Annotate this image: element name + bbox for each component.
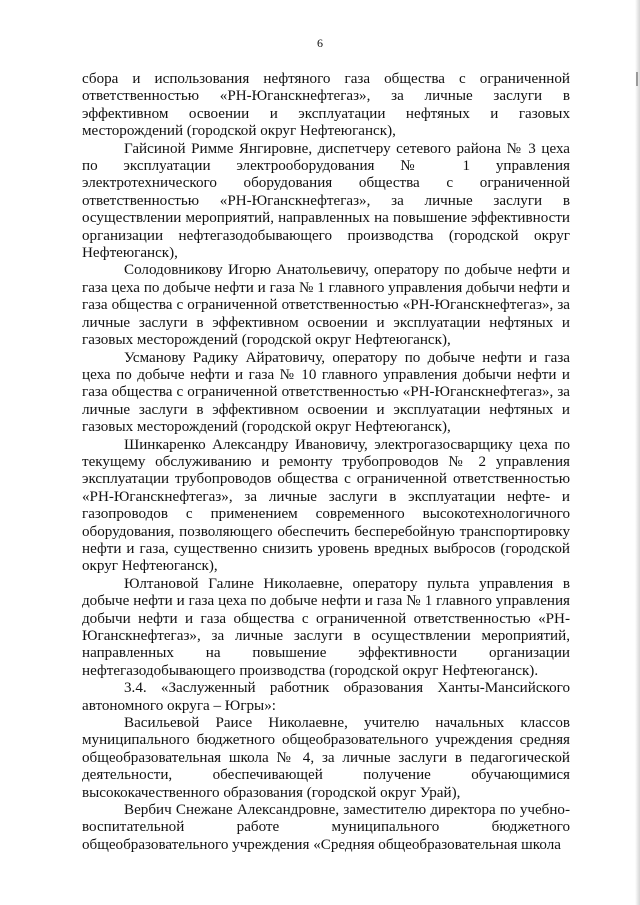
paragraph-shinkarenko: Шинкаренко Александру Ивановичу, электрогазосварщику цеха по текущему обслуживанию и ремонту трубопроводов № 2 управления эксплуатации трубопроводов общества с ограниченной ответственностью «РН-Юганскнефтегаз», за личные заслуги в эксплуатации нефте- и газопроводов с применением современного высокотехнологичного оборудования, позволяющего обеспечить бесперебойную транспортировку нефти и газа, существенно снизить уровень вредных выбросов (городской округ Нефтеюганск), xyxy=(82,436,570,575)
paragraph-vasilyeva: Васильевой Раисе Николаевне, учителю начальных классов муниципального бюджетного общеобразовательного учреждения средняя общеобразовательная школа № 4, за личные заслуги в педагогической деятельности, обеспечивающей получение обучающимися высококачественного образования (городской округ Урай), xyxy=(82,715,570,801)
paragraph-verbich: Вербич Снежане Александровне, заместителю директора по учебно-воспитательной работе муниципального бюджетного общеобразовательного учреждения «Средняя общеобразовательная школа xyxy=(82,802,570,853)
paragraph-continuation: сбора и использования нефтяного газа общества с ограниченной ответственностью «РН-Юганскнефтегаз», за личные заслуги в эффективном освоении и эксплуатации нефтяных и газовых месторождений (городской округ Нефтеюганск), xyxy=(82,71,570,140)
paragraph-usmanov: Усманову Радику Айратовичу, оператору по добыче нефти и газа цеха по добыче нефти и газа № 10 главного управления добычи нефти и газа общества с ограниченной ответственностью «РН-Юганскнефтегаз», за личные заслуги в эффективном освоении и эксплуатации нефтяных и газовых месторождений (городской округ Нефтеюганск), xyxy=(82,349,570,436)
document-body xyxy=(82,71,570,854)
scan-artifact xyxy=(636,72,638,86)
paragraph-gaysina: Гайсиной Римме Янгировне, диспетчеру сетевого района № 3 цеха по эксплуатации электрооборудования № 1 управления электротехнического оборудования общества с ограниченной ответственностью «РН-Юганскнефтегаз», за личные заслуги в осуществлении мероприятий, направленных на повышение эффективности организации нефтегазодобывающего производства (городской округ Нефтеюганск), xyxy=(82,140,570,262)
scan-edge-shadow xyxy=(635,0,640,905)
paragraph-yultanova: Юлтановой Галине Николаевне, оператору пульта управления в добыче нефти и газа цеха по добыче нефти и газа № 1 главного управления добычи нефти и газа общества с ограниченной ответственностью «РН-Юганскнефтегаз», за личные заслуги в осуществлении мероприятий, направленных на повышение эффективности организации нефтегазодобывающего производства (городской округ Нефтеюганск). xyxy=(82,575,570,679)
section-heading-3-4: 3.4. «Заслуженный работник образования Ханты-Мансийского автономного округа – Югры»: xyxy=(82,680,570,714)
paragraph-solodovnikov: Солодовникову Игорю Анатольевичу, оператору по добыче нефти и газа цеха по добыче нефти и газа № 1 главного управления добычи нефти и газа общества с ограниченной ответственностью «РН-Юганскнефтегаз», за личные заслуги в эффективном освоении и эксплуатации нефтяных и газовых месторождений (городской округ Нефтеюганск), xyxy=(82,262,570,349)
page-number: 6 xyxy=(317,36,323,50)
